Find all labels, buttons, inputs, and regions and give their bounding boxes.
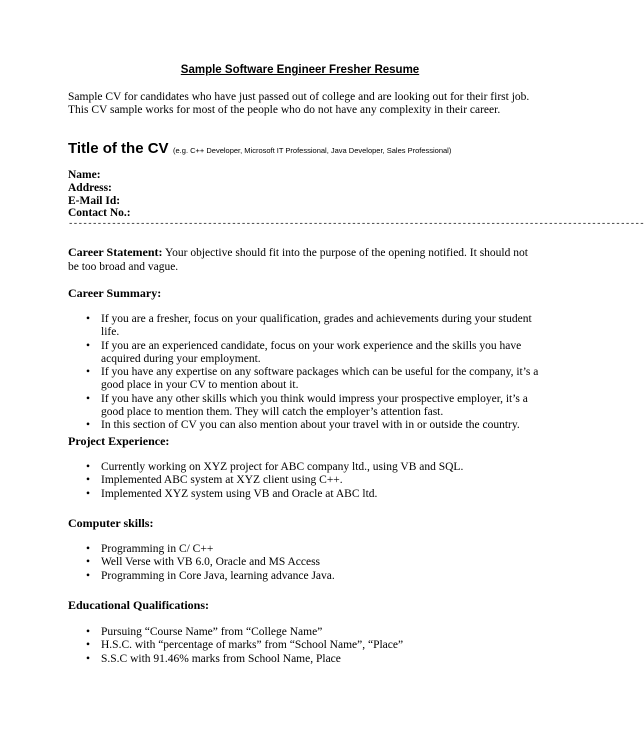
career-summary-list [86,313,540,433]
career-summary-heading: Career Summary: [68,286,162,300]
bullet-icon: • [86,419,91,432]
intro-paragraph [68,91,548,117]
contact-phone-field: Contact No.: [68,207,131,220]
contact-name-field: Name: [68,169,101,181]
list-item: • Programming in C/ C++ [86,543,214,555]
computer-skills-heading: Computer skills: [68,516,154,530]
list-item: • Well Verse with VB 6.0, Oracle and MS Access [86,556,321,569]
bullet-icon: • [86,639,91,652]
cv-title-example: (e.g. C++ Developer, Microsoft IT Professional, Java Developer, Sales Professional) [173,146,452,155]
project-experience-heading: Project Experience: [68,434,170,448]
list-item: • Implemented XYZ system using VB and Oracle at ABC ltd. [86,487,378,500]
cv-title-label: Title of the CV [68,140,169,157]
computer-skills-list [86,543,540,583]
bullet-icon: • [86,474,91,487]
list-item: • S.S.C with 91.46% marks from School Name, Place [86,652,341,665]
list-item: • If you are a fresher, focus on your qualification, grades and achievements during your student life. [86,313,532,339]
bullet-icon: • [86,366,91,379]
contact-email-field: E-Mail Id: [68,194,121,207]
bullet-icon: • [86,556,91,569]
bullet-icon: • [86,339,91,352]
contact-fields [68,169,131,220]
career-statement-label: Career Statement: [68,245,163,259]
intro-line: Sample CV for candidates who have just passed out of college and are looking out for their first job. [68,91,530,103]
list-item: • H.S.C. with “percentage of marks” from “School Name”, “Place” [86,639,404,652]
bullet-icon: • [86,626,91,638]
career-statement [68,245,540,274]
bullet-icon: • [86,487,91,500]
bullet-icon: • [86,569,91,582]
educational-qualifications-list [86,626,540,666]
bullet-icon: • [86,392,91,405]
project-experience-list [86,461,540,501]
bullet-icon: • [86,461,91,473]
career-statement-text: Your objective should fit into the purpose of the opening notified. It should not be too broad and vague. [68,247,528,273]
list-item: • Currently working on XYZ project for ABC company ltd., using VB and SQL. [86,461,464,473]
bullet-icon: • [86,313,91,325]
dashed-divider: ------------------------------------------------------------------------------------------------------------------------ [68,219,644,229]
educational-qualifications-heading: Educational Qualifications: [68,598,210,612]
bullet-icon: • [86,652,91,665]
contact-address-field: Address: [68,181,112,194]
list-item: • If you have any expertise on any software packages which can be useful for the company, it’s a good place in your CV to mention about it. [86,366,539,392]
list-item: • Pursuing “Course Name” from “College Name” [86,626,323,638]
list-item: • Programming in Core Java, learning advance Java. [86,569,335,582]
list-item: • Implemented ABC system at XYZ client using C++. [86,474,343,487]
list-item: • If you are an experienced candidate, focus on your work experience and the skills you have acquired during your employment. [86,339,522,365]
bullet-icon: • [86,543,91,555]
list-item: • In this section of CV you can also mention about your travel with in or outside the country. [86,419,520,432]
intro-line: This CV sample works for most of the people who do not have any complexity in their career. [68,104,501,116]
list-item: • If you have any other skills which you think would impress your prospective employer, it’s a good place to mention them. They will catch the employer’s attention fast. [86,392,528,419]
document-title: Sample Software Engineer Fresher Resume [180,64,420,76]
cv-title [68,140,451,158]
